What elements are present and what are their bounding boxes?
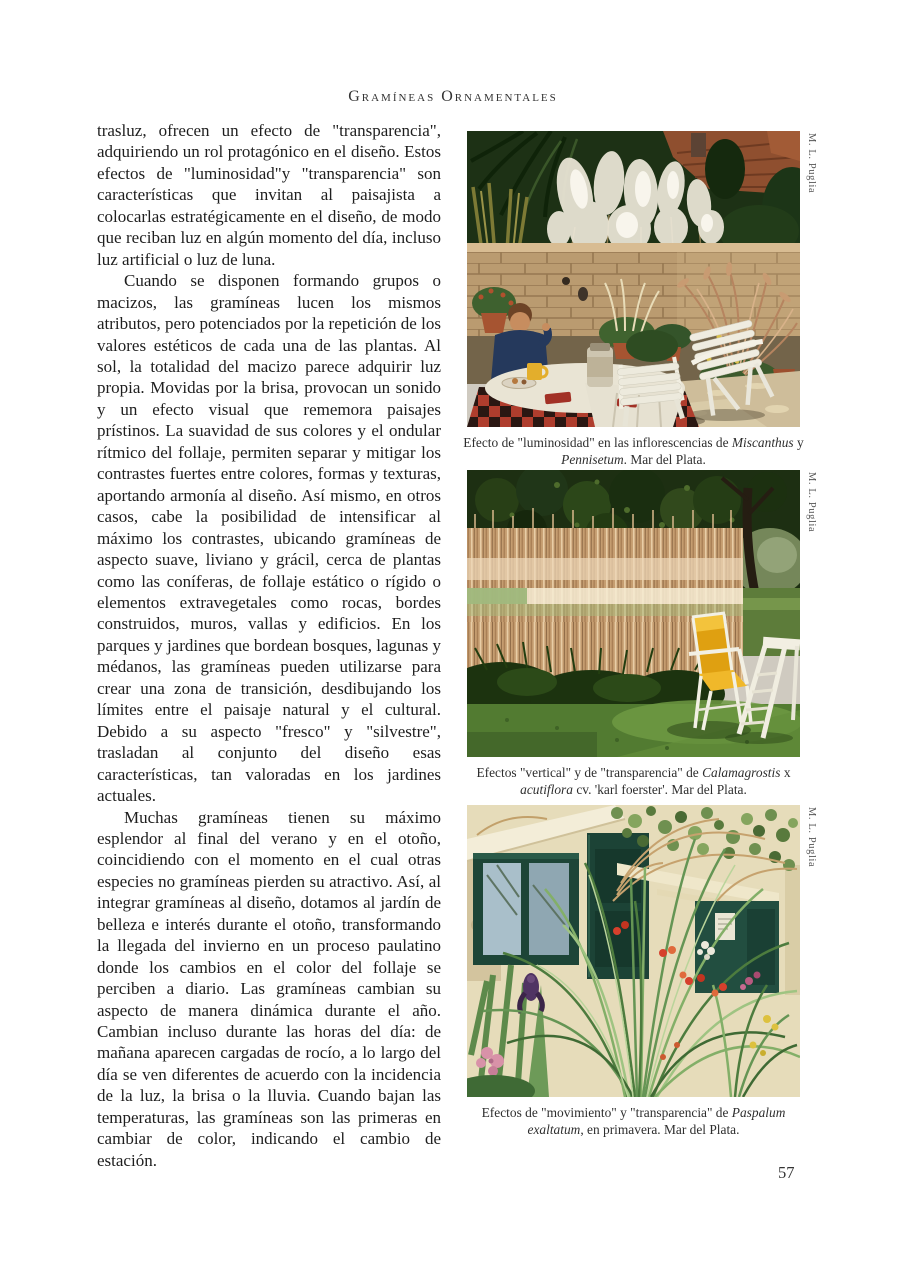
figure-vertical-transparencia (467, 470, 817, 798)
figure-caption (453, 764, 814, 798)
photo-terrace-miscanthus (467, 131, 800, 427)
caption-text-run: Efectos "vertical" y de "transparencia" de (476, 765, 703, 780)
page-header: Gramíneas Ornamentales (348, 88, 558, 105)
paragraph: trasluz, ofrecen un efecto de "transparencia", adquiriendo un rol protagónico en el diseño. Estos efectos de "luminosidad"y "transparencia" son características que invitan al paisajista a colocarlas estratégicamente en el diseño, de modo que reciban luz en algún momento del día, incluso luz artificial o luz de luna. (97, 121, 441, 269)
photo-garden-paspalum (467, 805, 800, 1097)
caption-species-run: Pennisetum (561, 452, 624, 467)
caption-text-run: . Mar del Plata. (623, 452, 706, 467)
caption-species-run: Calamagrostis (702, 765, 781, 780)
paragraph: Cuando se disponen formando grupos o macizos, las gramíneas lucen los mismos atributos, pero potenciados por la repetición de los valores estéticos de cada una de las plantas. Al sol, la totalidad del macizo parece adquirir luz propia. Movidas por la brisa, provocan un sonido y un efecto visual que rememora paisajes prístinos. La suavidad de sus colores y el ondular rítmico del follaje, permiten separar y mitigar los contrastes fuertes entre colores, formas y texturas, aportando armonía al diseño. Así mismo, en otros casos, cabe la posibilidad de intensificar al máximo los contrastes, ubicando gramíneas de aspecto suave, liviano y grácil, cerca de plantas como las coníferas, de follaje estático o rígido o elementos extravegetales como rocas, bordes construidos, muros, vallas y edificios. En los parques y jardines que bordean bosques, lagunas y médanos, las gramíneas pueden utilizarse para crear una zona de transición, desdibujando los límites entre el paisaje natural y el cultural. Debido a su aspecto "fresco" y "silvestre", trasladan al conjunto del diseño esas características, tan valoradas en los jardines actuales. (97, 271, 441, 806)
caption-text-run: , en primavera. Mar del Plata. (580, 1122, 740, 1137)
photo-credit: M. L. Puglia (806, 133, 817, 194)
caption-species-run: Miscanthus (731, 435, 794, 450)
caption-text-run: cv. 'karl foerster'. Mar del Plata. (572, 782, 747, 797)
caption-species-run: Paspalum exaltatum (527, 1105, 786, 1137)
caption-text-run: y (793, 435, 804, 450)
photo-lawn-calamagrostis (467, 470, 800, 757)
photo-credit: M. L. Puglia (806, 472, 817, 533)
article-text-column (97, 120, 441, 1171)
photo-terrace-illustration (467, 131, 800, 427)
caption-text-run: Efecto de "luminosidad" en las inflorescencias de (463, 435, 732, 450)
photo-garden-illustration (467, 805, 800, 1097)
caption-text-run: x (780, 765, 791, 780)
figure-caption (453, 434, 814, 468)
photo-credit: M. L. Puglia (806, 807, 817, 868)
figure-movimiento-transparencia (467, 805, 817, 1138)
caption-text-run: Efectos de "movimiento" y "transparencia" de (481, 1105, 732, 1120)
figure-caption (453, 1104, 814, 1138)
photo-lawn-illustration (467, 470, 800, 757)
page-number: 57 (778, 1163, 795, 1182)
paragraph: Muchas gramíneas tienen su máximo esplendor al final del verano y en el otoño, coincidiendo con el momento en el cual otras especies no gramíneas pierden su atractivo. Así, al integrar gramíneas al diseño, dotamos al jardín de belleza e interés durante el otoño, transformando la llegada del invierno en un proceso paulatino donde los cambios en el color del follaje se perciben a diario. Las gramíneas cambian su aspecto de manera dinámica durante el año. Cambian incluso durante las horas del día: de mañana aparecen cargadas de rocío, a lo largo del día se ven diferentes de acuerdo con la incidencia de la luz, la brisa o la lluvia. Cuando bajan las temperaturas, las gramíneas son las primeras en cambiar de color, indicando el cambio de estación. (97, 807, 441, 1170)
figure-luminosidad (463, 131, 817, 468)
caption-species-run: acutiflora (520, 782, 573, 797)
